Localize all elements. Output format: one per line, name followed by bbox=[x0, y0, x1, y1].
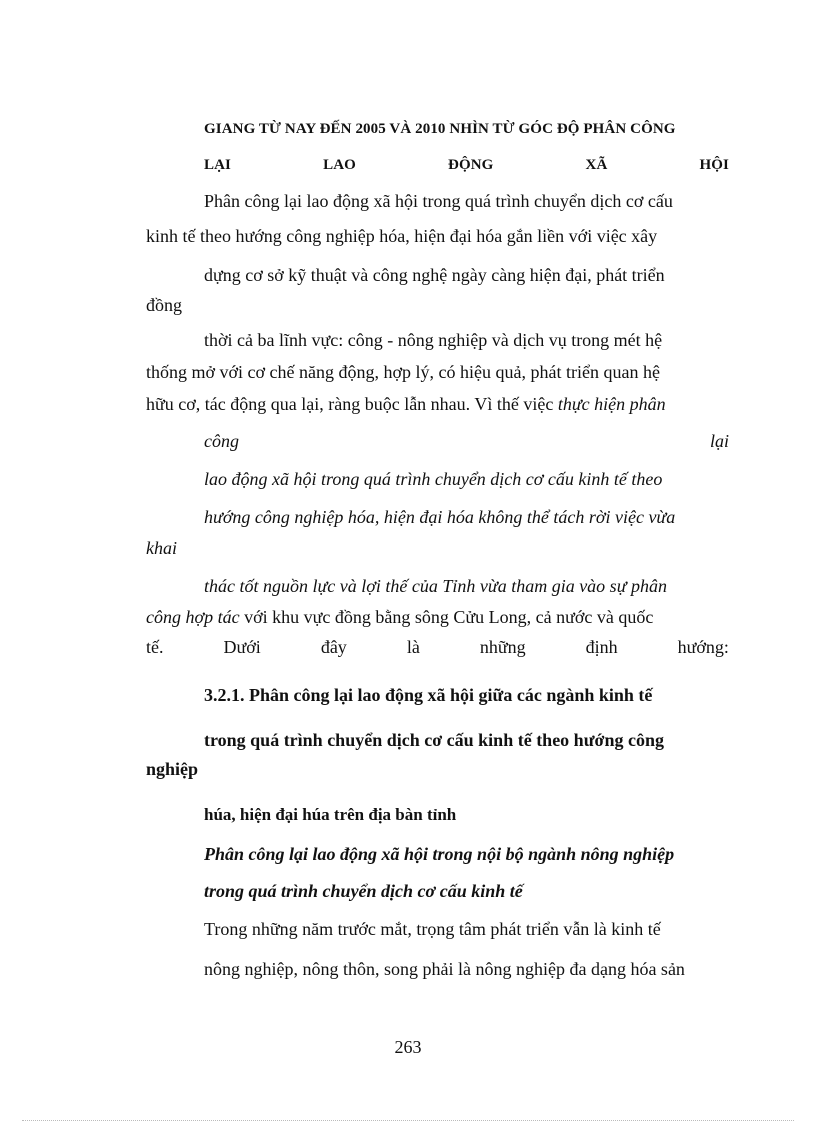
para1-line-7-italic: thực hiện phân bbox=[557, 394, 666, 414]
para1-word: hướng: bbox=[677, 637, 729, 657]
para1-line-1: Phân công lại lao động xã hội trong quá trình chuyển dịch cơ cấu bbox=[204, 191, 673, 211]
page-bottom-border bbox=[22, 1120, 794, 1121]
para1-line-10: hướng công nghiệp hóa, hiện đại hóa không thể tách rời việc vừa bbox=[204, 507, 676, 527]
subsection-heading-line-2: trong quá trình chuyển dịch cơ cấu kinh tế bbox=[204, 881, 523, 901]
para1-line-7 bbox=[146, 393, 666, 415]
para1-word: những bbox=[479, 637, 526, 657]
page-number: 263 bbox=[394, 1037, 422, 1057]
para1-word: lại bbox=[709, 431, 729, 451]
para1-line-8 bbox=[204, 430, 729, 452]
heading-word: XÃ bbox=[585, 157, 608, 173]
para1-line-12: thác tốt nguồn lực và lợi thế của Tỉnh vừa tham gia vào sự phân bbox=[204, 576, 668, 596]
heading-word: LAO bbox=[323, 157, 356, 173]
para2-line-1: Trong những năm trước mắt, trọng tâm phát triển vẫn là kinh tế bbox=[204, 919, 661, 939]
para1-line-3: dựng cơ sở kỹ thuật và công nghệ ngày càng hiện đại, phát triển bbox=[204, 265, 665, 285]
para1-line-9: lao động xã hội trong quá trình chuyển dịch cơ cấu kinh tế theo bbox=[204, 469, 663, 489]
section-heading-line-1: 3.2.1. Phân công lại lao động xã hội giữa các ngành kinh tế bbox=[204, 685, 653, 705]
para1-line-2: kinh tế theo hướng công nghiệp hóa, hiện đại hóa gắn liền với việc xây bbox=[146, 226, 658, 246]
para1-word: định bbox=[585, 637, 618, 657]
para1-line-13-italic: công hợp tác bbox=[146, 607, 240, 627]
para2-line-2: nông nghiệp, nông thôn, song phải là nông nghiệp đa dạng hóa sản bbox=[204, 959, 685, 979]
subsection-heading-line-1: Phân công lại lao động xã hội trong nội bộ ngành nông nghiệp bbox=[204, 844, 675, 864]
heading-line-2 bbox=[204, 154, 729, 176]
para1-word: đây bbox=[320, 637, 347, 657]
heading-line-1: GIANG TỪ NAY ĐẾN 2005 VÀ 2010 NHÌN TỪ GÓC ĐỘ PHÂN CÔNG bbox=[204, 121, 676, 137]
heading-word: ĐỘNG bbox=[448, 157, 494, 173]
para1-line-4: đồng bbox=[146, 295, 182, 315]
para1-word: Dưới bbox=[223, 637, 261, 657]
para1-line-14 bbox=[146, 636, 729, 658]
para1-line-7-normal: hữu cơ, tác động qua lại, ràng buộc lẫn nhau. Vì thế việc bbox=[146, 394, 554, 414]
para1-line-11: khai bbox=[146, 538, 177, 558]
section-heading-line-3: nghiệp bbox=[146, 759, 199, 779]
para1-line-6: thống mở với cơ chế năng động, hợp lý, có hiệu quả, phát triển quan hệ bbox=[146, 362, 660, 382]
para1-word: là bbox=[406, 637, 420, 657]
section-heading-line-4: húa, hiện đại húa trên địa bàn tỉnh bbox=[204, 805, 457, 824]
section-heading-line-2: trong quá trình chuyển dịch cơ cấu kinh tế theo hướng công bbox=[204, 730, 664, 750]
heading-word: HỘI bbox=[699, 157, 729, 173]
heading-word: LẠI bbox=[204, 157, 231, 173]
para1-line-5: thời cả ba lĩnh vực: công - nông nghiệp và dịch vụ trong mét hệ bbox=[204, 330, 663, 350]
para1-line-13 bbox=[146, 606, 653, 628]
para1-line-13-normal: với khu vực đồng bằng sông Cửu Long, cả nước và quốc bbox=[244, 607, 654, 627]
para1-word: công bbox=[204, 431, 239, 451]
para1-word: tế. bbox=[146, 637, 164, 657]
